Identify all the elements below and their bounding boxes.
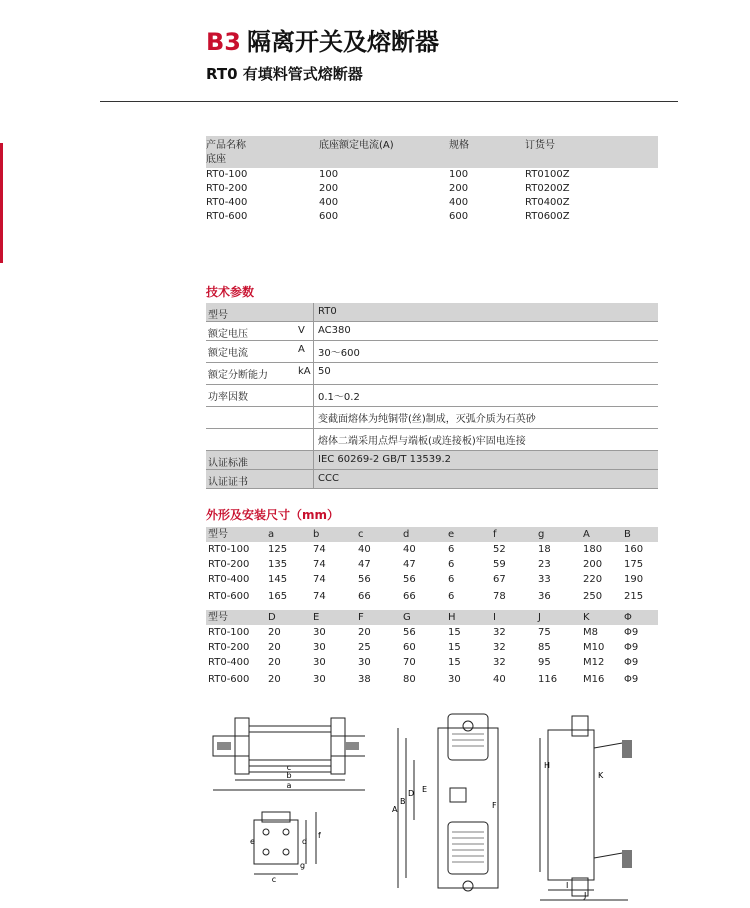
dims-cell: 30 <box>313 642 326 653</box>
dims-cell: 30 <box>448 674 461 685</box>
product-cell: 200 <box>319 183 339 194</box>
dims-cell: 145 <box>268 574 288 585</box>
product-cell: RT0100Z <box>525 169 570 180</box>
product-table-header <box>206 136 658 168</box>
base-label-d: D <box>408 789 415 798</box>
base-side-drawing <box>536 708 646 904</box>
product-cell: RT0-200 <box>206 183 248 194</box>
dims-row <box>206 672 658 687</box>
dims-cell: RT0-600 <box>208 591 250 602</box>
dims-cell: 74 <box>313 544 326 555</box>
tech-value: CCC <box>318 473 339 484</box>
dims-cell: 38 <box>358 674 371 685</box>
end-label-g: g <box>300 861 306 870</box>
tech-row <box>206 341 658 363</box>
fuse-side-drawing <box>205 712 365 798</box>
dims-cell: Φ9 <box>624 674 639 685</box>
dims-cell: 30 <box>313 674 326 685</box>
dims-header-cell: g <box>538 529 545 540</box>
dims-row <box>206 557 658 572</box>
dims-cell: 74 <box>313 559 326 570</box>
dims-cell: 74 <box>313 591 326 602</box>
tech-value: AC380 <box>318 325 351 336</box>
dims-header-cell: K <box>583 612 590 623</box>
dims-cell: 20 <box>268 642 281 653</box>
tech-key: 额定电流 <box>208 348 248 359</box>
dims-cell: 25 <box>358 642 371 653</box>
dims-cell: RT0-200 <box>208 642 250 653</box>
dims-cell: 6 <box>448 574 455 585</box>
dims-cell: 78 <box>493 591 506 602</box>
dims-cell: Φ9 <box>624 627 639 638</box>
tech-key: 认证证书 <box>208 477 248 488</box>
dims-cell: RT0-600 <box>208 674 250 685</box>
tech-row <box>206 407 658 429</box>
left-accent-bar <box>0 143 3 263</box>
dims-cell: RT0-400 <box>208 657 250 668</box>
dims-cell: 66 <box>403 591 416 602</box>
dims-cell: 80 <box>403 674 416 685</box>
dims-cell: RT0-100 <box>208 544 250 555</box>
dims-cell: 135 <box>268 559 288 570</box>
tech-unit: V <box>298 325 305 336</box>
dims-cell: 32 <box>493 642 506 653</box>
header-base: 底座 <box>206 154 226 165</box>
side-label-h: H <box>544 761 551 770</box>
dims-cell: 6 <box>448 591 455 602</box>
tech-divider <box>313 363 314 384</box>
dims-header-cell: F <box>358 612 364 623</box>
tech-divider <box>313 451 314 469</box>
header-product-name: 产品名称 <box>206 140 246 151</box>
tech-unit: A <box>298 344 305 355</box>
dims-cell: RT0-400 <box>208 574 250 585</box>
tech-key: 型号 <box>208 310 228 321</box>
dims-cell: 175 <box>624 559 644 570</box>
tech-value: RT0 <box>318 306 337 317</box>
dims-cell: 20 <box>268 627 281 638</box>
dims-cell: 40 <box>358 544 371 555</box>
header-rated-current: 底座额定电流(A) <box>319 140 394 151</box>
dims-row <box>206 589 658 604</box>
dims-header-cell: b <box>313 529 320 540</box>
dims-cell: 85 <box>538 642 551 653</box>
dims-cell: Φ9 <box>624 642 639 653</box>
tech-divider <box>313 429 314 450</box>
dims-cell: 30 <box>358 657 371 668</box>
dims-cell: 32 <box>493 627 506 638</box>
dims-cell: 250 <box>583 591 603 602</box>
product-row <box>206 196 658 210</box>
page-title <box>206 22 439 57</box>
dims-section-title: 外形及安装尺寸（mm） <box>206 508 340 522</box>
dims-cell: 70 <box>403 657 416 668</box>
dims-header-cell: f <box>493 529 497 540</box>
product-row <box>206 168 658 182</box>
dims-header-cell: 型号 <box>208 612 228 623</box>
tech-key: 认证标准 <box>208 458 248 469</box>
dims-row <box>206 640 658 655</box>
fuse-label-c: c <box>286 763 292 772</box>
dims-cell: 67 <box>493 574 506 585</box>
tech-divider <box>313 341 314 362</box>
dims-cell: 23 <box>538 559 551 570</box>
header-order-no: 订货号 <box>525 140 555 151</box>
dims-cell: 15 <box>448 627 461 638</box>
base-label-f: F <box>492 801 497 810</box>
tech-value: 变截面熔体为纯铜带(丝)制成，灭弧介质为石英砂 <box>318 414 536 425</box>
tech-divider <box>313 407 314 428</box>
tech-row <box>206 429 658 451</box>
dims-header-cell: D <box>268 612 276 623</box>
dims-cell: 59 <box>493 559 506 570</box>
dims-cell: 20 <box>358 627 371 638</box>
section-code: B3 <box>206 28 241 56</box>
dims-table-1 <box>206 527 658 604</box>
page-subtitle: RT0 有填料管式熔断器 <box>206 65 363 83</box>
dims-cell: 56 <box>403 627 416 638</box>
tech-value: 50 <box>318 366 331 377</box>
product-row <box>206 182 658 196</box>
dims-header-cell: H <box>448 612 456 623</box>
tech-divider <box>313 470 314 488</box>
base-label-e: E <box>422 785 428 794</box>
dims-cell: 56 <box>358 574 371 585</box>
end-label-d: d <box>302 837 308 846</box>
dims-cell: 165 <box>268 591 288 602</box>
tech-unit: kA <box>298 366 311 377</box>
dims-cell: 33 <box>538 574 551 585</box>
product-cell: RT0200Z <box>525 183 570 194</box>
tech-row <box>206 322 658 341</box>
dims-cell: M12 <box>583 657 605 668</box>
dims-cell: 125 <box>268 544 288 555</box>
tech-key: 功率因数 <box>208 392 248 403</box>
dims-cell: 40 <box>403 544 416 555</box>
dims-cell: 74 <box>313 574 326 585</box>
fuse-end-drawing <box>240 808 340 888</box>
product-cell: 400 <box>319 197 339 208</box>
dims-header-cell: 型号 <box>208 529 228 540</box>
side-label-k: K <box>598 771 604 780</box>
base-front-drawing <box>388 708 518 904</box>
dims-cell: 190 <box>624 574 644 585</box>
dims-cell: 52 <box>493 544 506 555</box>
dims-cell: M16 <box>583 674 605 685</box>
dims-table-2 <box>206 610 658 687</box>
tech-row <box>206 451 658 470</box>
dims-cell: M10 <box>583 642 605 653</box>
dims-cell: 32 <box>493 657 506 668</box>
product-cell: 600 <box>449 211 469 222</box>
dims-header-cell: I <box>493 612 496 623</box>
product-row <box>206 210 658 224</box>
dims-cell: 15 <box>448 642 461 653</box>
side-label-i: I <box>566 881 569 890</box>
tech-row <box>206 470 658 489</box>
dims-header-cell: G <box>403 612 411 623</box>
dims-cell: 75 <box>538 627 551 638</box>
product-cell: 600 <box>319 211 339 222</box>
product-cell: 400 <box>449 197 469 208</box>
dims-cell: 95 <box>538 657 551 668</box>
dims-cell: 56 <box>403 574 416 585</box>
product-table <box>206 136 658 224</box>
fuse-label-b: b <box>286 771 292 780</box>
product-cell: 200 <box>449 183 469 194</box>
dims-cell: 36 <box>538 591 551 602</box>
tech-key: 额定电压 <box>208 329 248 340</box>
dims-cell: 180 <box>583 544 603 555</box>
side-label-j: J <box>584 891 587 900</box>
product-cell: RT0-400 <box>206 197 248 208</box>
dims-header-cell: Φ <box>624 612 632 623</box>
tech-row <box>206 303 658 322</box>
tech-divider <box>313 385 314 406</box>
dims-cell: 66 <box>358 591 371 602</box>
tech-divider <box>313 303 314 321</box>
tech-value: 0.1～0.2 <box>318 392 360 403</box>
dims-header-cell: J <box>538 612 541 623</box>
base-label-b: B <box>400 797 406 806</box>
product-cell: 100 <box>449 169 469 180</box>
tech-value: 30～600 <box>318 348 360 359</box>
dims-header-cell: e <box>448 529 455 540</box>
tech-row <box>206 363 658 385</box>
dims-header-cell: A <box>583 529 590 540</box>
tech-table <box>206 303 658 489</box>
dims-header-cell: B <box>624 529 631 540</box>
product-cell: RT0-100 <box>206 169 248 180</box>
dims-cell: 20 <box>268 674 281 685</box>
tech-key: 额定分断能力 <box>208 370 268 381</box>
product-cell: RT0-600 <box>206 211 248 222</box>
dims-header <box>206 527 658 542</box>
tech-row <box>206 385 658 407</box>
end-label-e: e <box>250 837 255 846</box>
dims-row <box>206 542 658 557</box>
dims-cell: 20 <box>268 657 281 668</box>
tech-section-title: 技术参数 <box>206 285 255 299</box>
product-cell: 100 <box>319 169 339 180</box>
dims-row <box>206 625 658 640</box>
fuse-label-a: a <box>286 781 292 790</box>
dims-header-cell: a <box>268 529 275 540</box>
dims-header-cell: c <box>358 529 364 540</box>
tech-divider <box>313 322 314 340</box>
end-label-f: f <box>318 831 321 840</box>
dims-cell: 47 <box>403 559 416 570</box>
dims-header-cell: d <box>403 529 410 540</box>
dims-cell: RT0-200 <box>208 559 250 570</box>
base-label-a: A <box>392 805 398 814</box>
dims-cell: 30 <box>313 627 326 638</box>
dims-cell: 6 <box>448 544 455 555</box>
end-label-c: c <box>271 875 277 884</box>
dims-cell: Φ9 <box>624 657 639 668</box>
dims-cell: 18 <box>538 544 551 555</box>
dims-cell: 220 <box>583 574 603 585</box>
dims-cell: 47 <box>358 559 371 570</box>
dims-row <box>206 572 658 587</box>
dims-header <box>206 610 658 625</box>
dims-cell: 15 <box>448 657 461 668</box>
tech-value: IEC 60269-2 GB/T 13539.2 <box>318 454 452 465</box>
product-cell: RT0400Z <box>525 197 570 208</box>
dims-header-cell: E <box>313 612 320 623</box>
dims-row <box>206 655 658 670</box>
product-table-body <box>206 168 658 224</box>
dims-cell: 116 <box>538 674 558 685</box>
header-divider <box>100 101 678 102</box>
dims-cell: 215 <box>624 591 644 602</box>
dims-cell: M8 <box>583 627 598 638</box>
dims-cell: 6 <box>448 559 455 570</box>
header-spec: 规格 <box>449 140 469 151</box>
dims-cell: 200 <box>583 559 603 570</box>
dims-cell: 40 <box>493 674 506 685</box>
section-title: 隔离开关及熔断器 <box>247 28 439 56</box>
product-cell: RT0600Z <box>525 211 570 222</box>
dims-cell: 60 <box>403 642 416 653</box>
tech-value: 熔体二端采用点焊与端板(或连接板)牢固电连接 <box>318 436 526 447</box>
dims-cell: 160 <box>624 544 644 555</box>
dims-cell: 30 <box>313 657 326 668</box>
dims-cell: RT0-100 <box>208 627 250 638</box>
